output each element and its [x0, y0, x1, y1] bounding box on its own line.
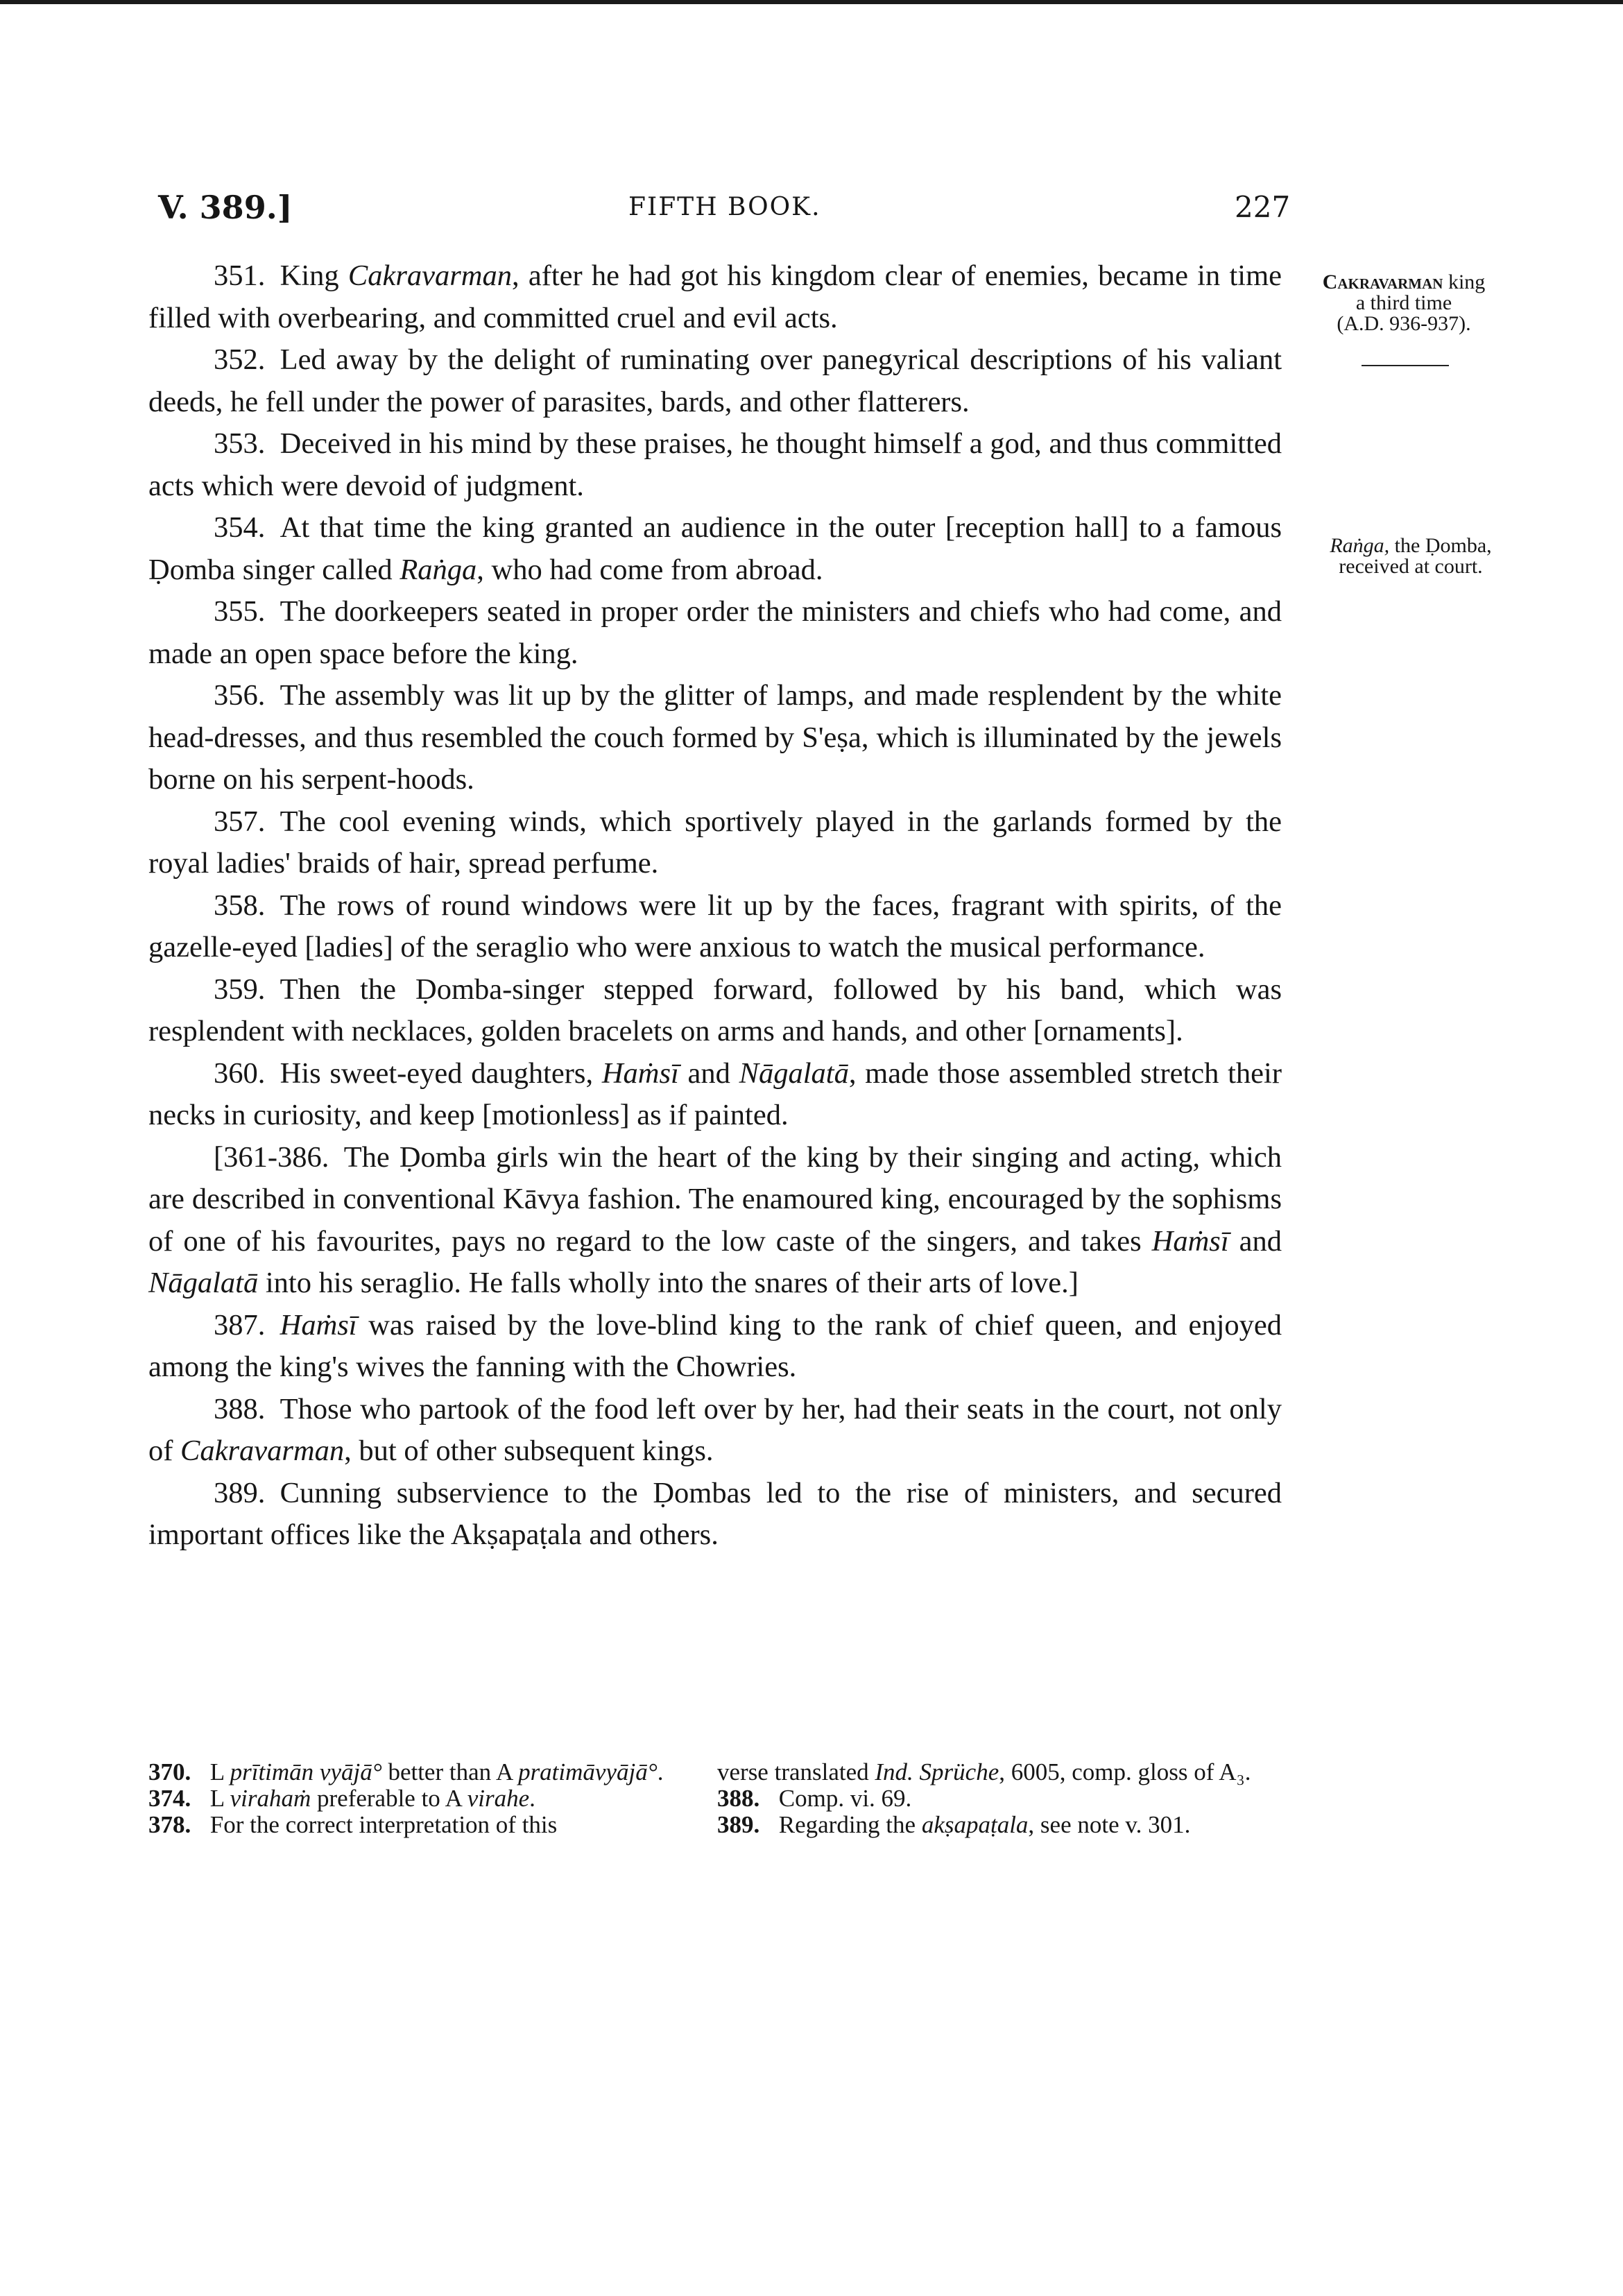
text-run: Deceived in his mind by these praises, he thought himself a god, and thus committed acts which were devoid of judgment.	[148, 427, 1282, 502]
text-run: , 6005, comp. gloss of A₃.	[999, 1758, 1251, 1785]
text-run: The cool evening winds, which sportively played in the garlands formed by the royal ladies' braids of hair, spread perfume.	[148, 805, 1282, 880]
text-run: For the correct interpretation of this	[209, 1811, 558, 1838]
italic-text: akṣapaṭala	[921, 1811, 1029, 1838]
footnote	[717, 1759, 1262, 1785]
italic-text: Haṁsī	[601, 1056, 679, 1090]
text-run: L	[209, 1758, 230, 1785]
marginal-note-name: Raṅga,	[1330, 534, 1390, 557]
verse-number: 358.	[214, 889, 280, 922]
text-run: into his seraglio. He falls wholly into the snares of their arts of love.]	[258, 1267, 1079, 1299]
verse-number: 389.	[214, 1476, 280, 1509]
text-run: The doorkeepers seated in proper order the ministers and chiefs who had come, and made an open space before the king.	[148, 595, 1282, 670]
text-run: The Ḍomba girls win the heart of the king by their singing and acting, which are described in conventional Kāvya fashion. The enamoured king, encouraged by the sophisms of one of his favourites, pays no regard to the low caste of the singers, and takes	[148, 1140, 1282, 1258]
footnote	[148, 1785, 685, 1812]
italic-text: Cakravarman	[180, 1434, 345, 1467]
text-run: King	[280, 259, 348, 292]
verse-number: 354.	[214, 511, 280, 544]
marginal-note-line: a third time	[1355, 291, 1452, 314]
text-run: Cunning subservience to the Ḍombas led to the rise of ministers, and secured important offices like the Akṣapaṭala and others.	[148, 1476, 1282, 1551]
text-run: Led away by the delight of ruminating over panegyrical descriptions of his valiant deeds, he fell under the power of parasites, bards, and other flatterers.	[148, 343, 1282, 418]
italic-text: Nāgalatā	[739, 1056, 849, 1090]
italic-text: prītimān vyājā°	[230, 1758, 382, 1785]
verse-paragraph	[148, 1305, 1282, 1389]
verse-paragraph	[148, 1137, 1282, 1305]
running-head-title: FIFTH BOOK.	[628, 193, 821, 221]
italic-text: Haṁsī	[280, 1308, 357, 1342]
verse-number: 355.	[214, 595, 280, 628]
verse-paragraph	[148, 591, 1282, 675]
footnotes-right-column	[717, 1759, 1262, 1838]
marginal-note-name: Cakravarman	[1322, 271, 1443, 293]
text-run: Then the Ḍomba-singer stepped forward, followed by his band, which was resplendent with necklaces, golden bracelets on arms and hands, and other [ornaments].	[148, 973, 1282, 1047]
verse-number: [361-386.	[214, 1140, 344, 1174]
verse-paragraph	[148, 507, 1282, 591]
marginal-note-ranga	[1294, 536, 1527, 577]
text-run: The rows of round windows were lit up by the faces, fragrant with spirits, of the gazelle-eyed [ladies] of the seraglio who were anxious to watch the musical performance.	[148, 889, 1282, 963]
text-run: His sweet-eyed daughters,	[280, 1056, 602, 1090]
main-text	[148, 255, 1282, 1557]
verse-paragraph	[148, 675, 1282, 801]
marginal-note-line: (A.D. 936-937).	[1337, 312, 1471, 335]
marginal-note-cakravarman	[1287, 272, 1520, 334]
verse-number: 357.	[214, 805, 280, 838]
verse-paragraph	[148, 1473, 1282, 1557]
footnote-number: 370.	[148, 1758, 191, 1785]
footnote-number: 389.	[717, 1811, 760, 1838]
footnote-number: 388.	[717, 1785, 760, 1812]
footnote-number: 378.	[148, 1811, 191, 1838]
italic-text: Haṁsī	[1151, 1224, 1229, 1258]
page-top-edge	[0, 0, 1623, 4]
marginal-note-rest: the Ḍomba,	[1389, 534, 1492, 557]
italic-text: Ind. Sprüche	[875, 1758, 999, 1785]
text-run: L	[209, 1785, 230, 1812]
verse-paragraph	[148, 1053, 1282, 1137]
verse-number: 351.	[214, 259, 280, 292]
footnote	[717, 1812, 1262, 1838]
italic-text: virahe	[467, 1785, 530, 1812]
text-run: The assembly was lit up by the glitter of lamps, and made resplendent by the white head-dresses, and thus resembled the couch formed by S'eṣa, which is illuminated by the jewels borne on his serpent-hoods.	[148, 679, 1282, 796]
italic-text: pratimāvyājā°	[518, 1758, 658, 1785]
footnote	[148, 1759, 685, 1785]
running-head-verse: V. 389.]	[158, 189, 293, 226]
text-run: was raised by the love-blind king to the rank of chief queen, and enjoyed among the king's wives the fanning with the Chowries.	[148, 1308, 1282, 1383]
footnote	[717, 1785, 1262, 1812]
text-run: .	[657, 1758, 664, 1785]
marginal-note-rest: king	[1443, 271, 1486, 293]
marginal-rule	[1362, 365, 1449, 366]
text-run: and	[678, 1056, 739, 1090]
footnote	[148, 1812, 685, 1838]
text-run: Regarding the	[778, 1811, 922, 1838]
text-run: Comp. vi. 69.	[778, 1785, 912, 1812]
verse-paragraph	[148, 1389, 1282, 1473]
marginal-note-line: received at court.	[1339, 555, 1483, 578]
text-run: Those who partook of the food left over by her, had their seats in the court, not only of	[148, 1392, 1282, 1467]
text-run: verse translated	[717, 1758, 875, 1785]
text-run: better than A	[381, 1758, 519, 1785]
text-run: , made those assembled stretch their necks in curiosity, and keep [motionless] as if painted.	[148, 1056, 1282, 1131]
text-run: , who had come from abroad.	[476, 553, 823, 586]
text-run: At that time the king granted an audience in the outer [reception hall] to a famous Ḍomba singer called	[148, 511, 1282, 586]
text-run: , see note v. 301.	[1028, 1811, 1191, 1838]
verse-number: 356.	[214, 679, 280, 712]
verse-number: 352.	[214, 343, 280, 376]
text-run: preferable to A	[311, 1785, 467, 1812]
italic-text: Cakravarman	[347, 259, 512, 292]
verse-number: 353.	[214, 427, 280, 460]
text-run: , after he had got his kingdom clear of enemies, became in time filled with overbearing, and committed cruel and evil acts.	[148, 259, 1282, 334]
verse-number: 359.	[214, 973, 280, 1006]
verse-paragraph	[148, 801, 1282, 885]
text-run: .	[529, 1785, 535, 1812]
text-run: , but of other subsequent kings.	[344, 1434, 714, 1467]
text-run: and	[1228, 1224, 1282, 1258]
verse-paragraph	[148, 423, 1282, 507]
italic-text: virahaṁ	[230, 1785, 311, 1812]
verse-paragraph	[148, 885, 1282, 969]
italic-text: Nāgalatā	[148, 1267, 259, 1299]
verse-paragraph	[148, 339, 1282, 423]
verse-paragraph	[148, 255, 1282, 339]
footnote-number: 374.	[148, 1785, 191, 1812]
page-number: 227	[1235, 190, 1291, 224]
verse-paragraph	[148, 969, 1282, 1053]
italic-text: Raṅga	[400, 553, 477, 586]
verse-number: 388.	[214, 1392, 280, 1425]
verse-number: 360.	[214, 1056, 280, 1090]
verse-number: 387.	[214, 1308, 280, 1342]
footnotes-left-column	[148, 1759, 685, 1838]
